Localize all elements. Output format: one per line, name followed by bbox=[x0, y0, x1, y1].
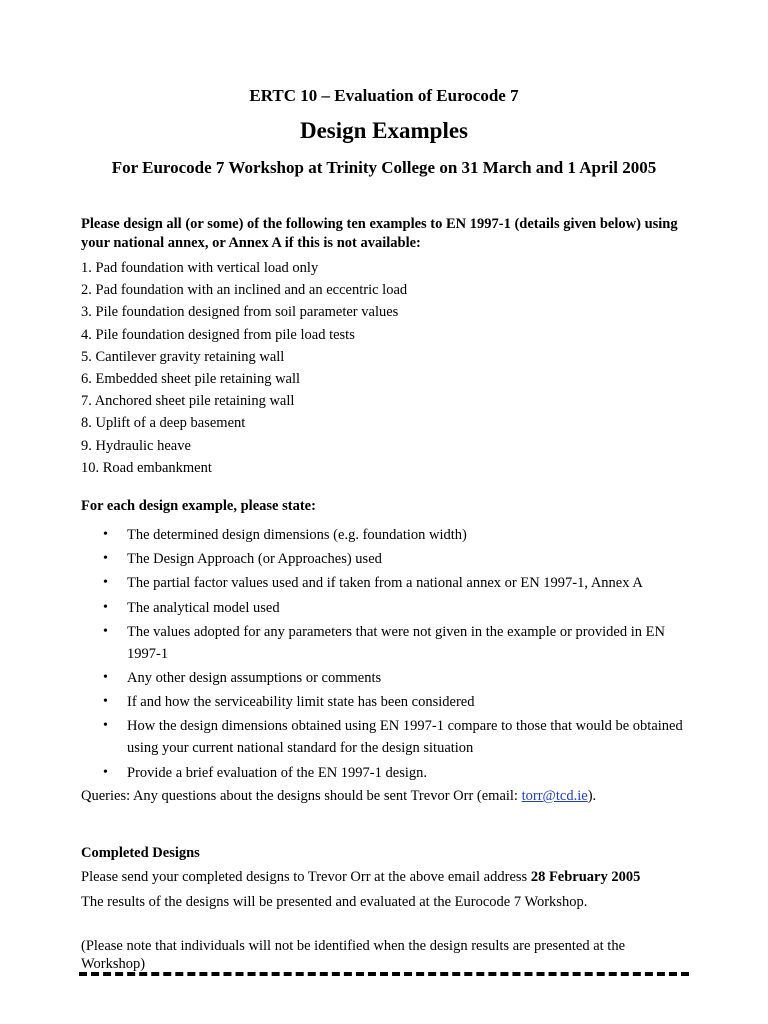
state-heading: For each design example, please state: bbox=[81, 498, 316, 514]
requirement-item bbox=[81, 524, 691, 546]
requirement-item bbox=[81, 691, 691, 713]
intro-paragraph: Please design all (or some) of the following ten examples to EN 1997-1 (details given below) using your national annex, or Annex A if this is not available: bbox=[81, 216, 678, 251]
bullet-icon: • bbox=[103, 551, 108, 567]
results-statement: The results of the designs will be presented and evaluated at the Eurocode 7 Workshop. bbox=[81, 894, 588, 910]
requirement-text: Provide a brief evaluation of the EN 1997-1 design. bbox=[127, 764, 427, 781]
examples-list bbox=[81, 257, 691, 479]
queries-line bbox=[81, 788, 596, 805]
section-divider bbox=[79, 972, 689, 976]
send-instructions bbox=[81, 869, 640, 886]
requirement-item bbox=[81, 762, 691, 784]
requirement-text: The analytical model used bbox=[127, 599, 280, 616]
document-title: Design Examples bbox=[299, 118, 469, 143]
bullet-icon: • bbox=[103, 575, 108, 591]
requirement-item bbox=[81, 621, 691, 665]
example-item-8: 8. Uplift of a deep basement bbox=[81, 415, 246, 432]
example-item-3: 3. Pile foundation designed from soil parameter values bbox=[81, 304, 399, 321]
queries-suffix: ). bbox=[587, 788, 597, 804]
send-text: Please send your completed designs to Trevor Orr at the above email address bbox=[81, 869, 531, 885]
requirement-item bbox=[81, 715, 691, 759]
bullet-icon: • bbox=[103, 599, 108, 615]
bullet-icon: • bbox=[103, 669, 108, 685]
example-item-9: 9. Hydraulic heave bbox=[81, 437, 191, 454]
requirement-text: How the design dimensions obtained using EN 1997-1 compare to those that would be obtained using your current national standard for the design situation bbox=[127, 718, 683, 757]
deadline-date: 28 February 2005 bbox=[530, 869, 641, 885]
document-subtitle: ERTC 10 – Evaluation of Eurocode 7 bbox=[249, 86, 519, 105]
requirement-item bbox=[81, 548, 691, 570]
queries-text: Queries: Any questions about the designs should be sent Trevor Orr (email: bbox=[81, 788, 522, 804]
example-item-6: 6. Embedded sheet pile retaining wall bbox=[81, 370, 301, 387]
example-item-2: 2. Pad foundation with an inclined and an eccentric load bbox=[81, 282, 408, 299]
bullet-icon: • bbox=[103, 718, 108, 734]
bullet-icon: • bbox=[103, 694, 108, 710]
bullet-icon: • bbox=[103, 623, 108, 639]
bullet-icon: • bbox=[103, 764, 108, 780]
requirement-text: The determined design dimensions (e.g. foundation width) bbox=[127, 527, 467, 543]
example-item-5: 5. Cantilever gravity retaining wall bbox=[81, 348, 285, 365]
requirements-list bbox=[81, 524, 691, 786]
requirement-text: Any other design assumptions or comments bbox=[127, 669, 382, 686]
requirement-item bbox=[81, 597, 691, 619]
example-item-1: 1. Pad foundation with vertical load only bbox=[81, 260, 319, 276]
requirement-item bbox=[81, 667, 691, 689]
requirement-item bbox=[81, 572, 691, 594]
requirement-text: The Design Approach (or Approaches) used bbox=[127, 551, 382, 568]
workshop-heading: For Eurocode 7 Workshop at Trinity College on 31 March and 1 April 2005 bbox=[111, 158, 657, 177]
anonymity-note: (Please note that individuals will not be identified when the design results are presented at the Workshop) bbox=[81, 938, 626, 972]
example-item-4: 4. Pile foundation designed from pile load tests bbox=[81, 326, 355, 343]
requirement-text: If and how the serviceability limit state has been considered bbox=[127, 694, 475, 711]
email-link[interactable]: torr@tcd.ie bbox=[521, 788, 588, 804]
example-item-7: 7. Anchored sheet pile retaining wall bbox=[81, 393, 295, 410]
requirement-text: The values adopted for any parameters that were not given in the example or provided in EN 1997-1 bbox=[127, 623, 665, 662]
example-item-10: 10. Road embankment bbox=[81, 459, 212, 476]
bullet-icon: • bbox=[103, 527, 108, 542]
requirement-text: The partial factor values used and if taken from a national annex or EN 1997-1, Annex A bbox=[127, 575, 643, 592]
completed-designs-heading: Completed Designs bbox=[81, 845, 200, 861]
